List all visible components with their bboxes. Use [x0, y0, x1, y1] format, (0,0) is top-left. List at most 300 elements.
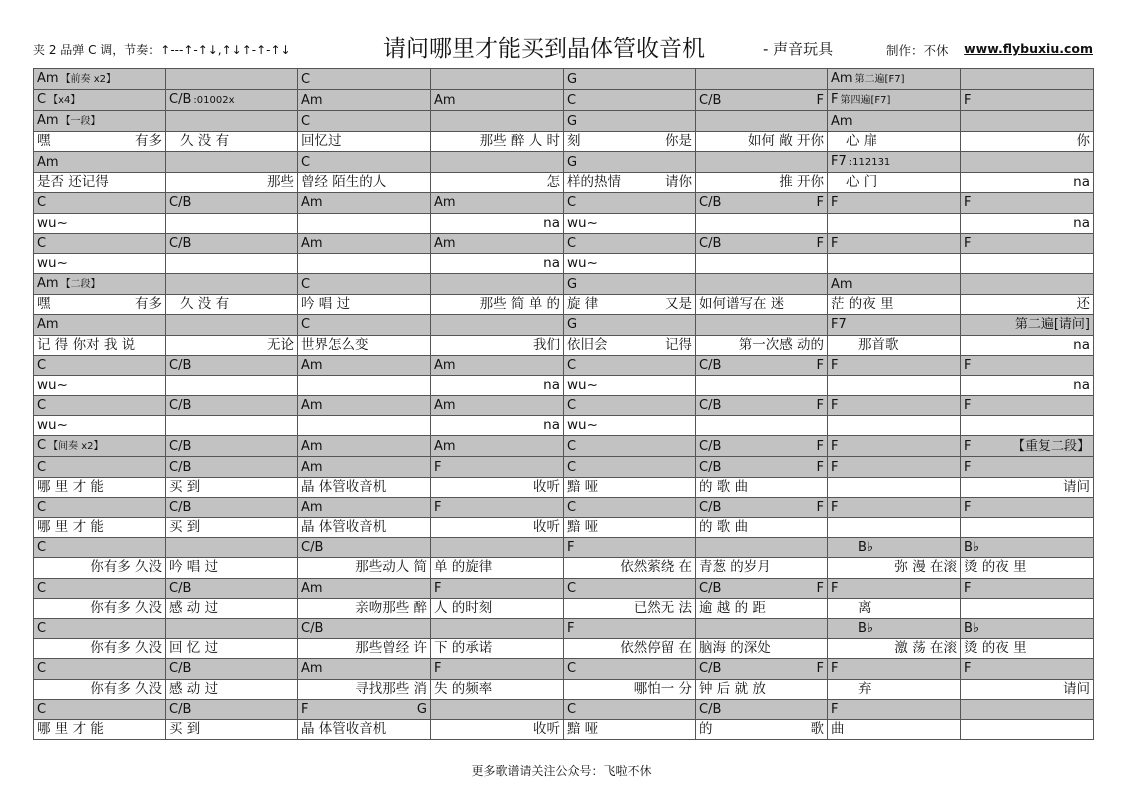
lyric-text: na — [1073, 214, 1090, 231]
lyric-cell — [828, 375, 961, 395]
lyric-text: 你有多 久没 — [90, 640, 162, 657]
chord-cell — [564, 355, 696, 375]
lyric-text: 离 — [858, 599, 872, 616]
lyric-cell — [564, 375, 696, 395]
lyric-cell — [166, 719, 298, 739]
chord-symbol: C/B — [699, 195, 722, 211]
lyric-cell — [696, 598, 828, 618]
lyric-cell — [166, 132, 298, 152]
chord-cell — [34, 69, 166, 90]
chord-cell — [564, 193, 696, 213]
chord-symbol: F — [434, 580, 442, 596]
lyric-text: 依旧会 — [567, 336, 608, 353]
chord-symbol: F — [964, 195, 972, 211]
lyric-text: 黯 哑 — [567, 478, 599, 495]
lyric-text: wu~ — [567, 255, 598, 272]
lyric-text: 还 — [1076, 296, 1090, 313]
chord-row — [34, 152, 1094, 173]
lyric-cell — [298, 679, 431, 699]
lyric-text: 那些曾经 许 — [355, 640, 427, 657]
lyric-text: 已然无 法 — [633, 599, 692, 616]
chord-cell — [696, 274, 828, 295]
chord-row — [34, 233, 1094, 253]
chord-cell — [961, 618, 1094, 638]
cell-right-text: 【重复二段】 — [1011, 438, 1090, 454]
lyric-text: wu~ — [37, 214, 68, 231]
chord-cell — [828, 152, 961, 173]
chord-symbol: C/B — [169, 459, 192, 475]
lyric-cell — [564, 518, 696, 538]
chord-cell — [298, 436, 431, 457]
lyric-text: 寻找那些 消 — [355, 680, 427, 697]
lyric-text: 你有多 久没 — [90, 599, 162, 616]
lyric-cell — [961, 375, 1094, 395]
lyric-cell — [166, 518, 298, 538]
chord-symbol: Am — [301, 580, 323, 596]
chord-cell — [564, 90, 696, 111]
lyric-cell — [828, 253, 961, 273]
chord-symbol: C — [37, 438, 47, 454]
chord-symbol: G — [567, 317, 578, 333]
chord-cell — [828, 274, 961, 295]
lyric-cell — [298, 639, 431, 659]
lyric-cell — [34, 679, 166, 699]
chord-cell — [828, 233, 961, 253]
chord-cell — [564, 396, 696, 416]
chord-cell — [431, 69, 564, 90]
lyric-cell — [34, 558, 166, 578]
chord-cell — [34, 233, 166, 253]
chord-symbol: C — [567, 398, 577, 414]
lyric-text: wu~ — [567, 214, 598, 231]
chord-cell — [696, 152, 828, 173]
lyric-text: 记 得 你对 我 说 — [37, 336, 136, 353]
lyric-cell — [696, 639, 828, 659]
lyric-cell — [961, 558, 1094, 578]
lyric-text: 无论 — [267, 336, 294, 353]
chord-cell — [298, 457, 431, 477]
chord-symbol: C/B — [699, 398, 722, 414]
chord-symbol: Am — [301, 195, 323, 211]
chord-symbol: F — [831, 580, 839, 596]
chord-symbol: F — [831, 398, 839, 414]
chord-symbol: F — [964, 438, 972, 454]
chord-symbol: C — [37, 235, 47, 251]
lyric-cell — [431, 477, 564, 497]
lyric-cell — [431, 295, 564, 315]
chord-cell — [696, 618, 828, 638]
chord-symbol: B♭ — [964, 540, 980, 556]
chord-symbol: C/B — [699, 701, 722, 717]
chord-cell — [961, 315, 1094, 335]
chord-cell — [961, 436, 1094, 457]
lyric-text: 黯 哑 — [567, 519, 599, 536]
chord-cell — [696, 396, 828, 416]
chord-row — [34, 618, 1094, 638]
chord-symbol: C — [567, 438, 577, 454]
lyric-cell — [431, 598, 564, 618]
chord-note: 【间奏 x2】 — [48, 441, 104, 453]
chord-cell — [34, 538, 166, 558]
chord-symbol: C — [37, 621, 47, 637]
website-link[interactable]: www.flybuxiu.com — [964, 41, 1093, 56]
chord-symbol: C — [37, 398, 47, 414]
lyric-text: 弃 — [858, 680, 872, 697]
chord-symbol: F — [831, 235, 839, 251]
chord-row — [34, 436, 1094, 457]
chord-cell — [166, 538, 298, 558]
chord-symbol: F — [831, 661, 839, 677]
cell-right-text: 有多 — [135, 296, 162, 313]
chord-symbol: C — [567, 499, 577, 515]
chord-symbol: C — [37, 357, 47, 373]
lyric-cell — [828, 639, 961, 659]
lyric-text: 依然停留 在 — [620, 640, 692, 657]
lyric-cell — [431, 132, 564, 152]
lyric-row — [34, 132, 1094, 152]
chord-cell — [564, 274, 696, 295]
cell-right-text: F — [816, 661, 824, 677]
chord-cell — [961, 699, 1094, 719]
chord-note: 【前奏 x2】 — [60, 74, 117, 85]
chord-symbol: G — [567, 113, 578, 129]
lyric-cell — [298, 213, 431, 233]
chord-symbol: C/B — [169, 661, 192, 677]
chord-cell — [34, 355, 166, 375]
lyric-text: 心 扉 — [846, 133, 878, 150]
chord-symbol: Am — [434, 235, 456, 251]
lyric-row — [34, 253, 1094, 273]
lyric-text: 那些动人 简 — [355, 559, 427, 576]
chord-cell — [166, 355, 298, 375]
chord-cell — [431, 538, 564, 558]
lyric-text: 逾 越 的 距 — [699, 599, 766, 616]
lyric-cell — [564, 173, 696, 193]
chord-cell — [696, 538, 828, 558]
chord-symbol: Am — [434, 438, 456, 454]
lyric-text: 人 的时刻 — [434, 599, 493, 616]
chord-symbol: Am — [37, 317, 59, 333]
chord-symbol: Am — [434, 357, 456, 373]
chord-note: 第二遍[F7] — [854, 74, 905, 85]
lyric-text: wu~ — [567, 376, 598, 393]
chord-symbol: Am — [301, 438, 323, 454]
chord-cell — [828, 90, 961, 111]
lyric-text: 买 到 — [169, 478, 201, 495]
lyric-row — [34, 679, 1094, 699]
chord-cell — [34, 618, 166, 638]
chord-cell — [298, 538, 431, 558]
chord-note: 【一段】 — [60, 116, 101, 127]
lyric-cell — [166, 213, 298, 233]
chord-cell — [298, 396, 431, 416]
chord-symbol: C — [567, 195, 577, 211]
lyric-text: na — [1073, 174, 1090, 191]
chord-symbol: C/B — [169, 398, 192, 414]
lyric-cell — [34, 477, 166, 497]
chord-symbol: Am — [37, 113, 59, 128]
cell-right-text: 你是 — [665, 133, 692, 150]
lyric-text: 脑海 的深处 — [699, 640, 771, 657]
lyric-text: 哪 里 才 能 — [37, 720, 104, 737]
lyric-cell — [961, 518, 1094, 538]
lyric-text: 哪怕一 分 — [633, 680, 692, 697]
chord-symbol: C — [37, 499, 47, 515]
lyric-cell — [166, 295, 298, 315]
lyric-text: 你有多 久没 — [90, 559, 162, 576]
chord-symbol: F — [964, 580, 972, 596]
chord-row — [34, 396, 1094, 416]
lyric-cell — [298, 518, 431, 538]
chord-cell — [298, 618, 431, 638]
chord-cell — [166, 396, 298, 416]
chord-row — [34, 355, 1094, 375]
lyric-text: 单 的旋律 — [434, 559, 493, 576]
lyric-cell — [166, 477, 298, 497]
chord-symbol: F7 — [831, 154, 847, 170]
chord-cell — [298, 578, 431, 598]
lyric-text: 嘿 — [37, 133, 51, 150]
lyric-cell — [34, 598, 166, 618]
lyric-row — [34, 416, 1094, 436]
lyric-cell — [166, 598, 298, 618]
lyric-cell — [431, 719, 564, 739]
chord-symbol: G — [567, 71, 578, 87]
chord-cell — [828, 396, 961, 416]
lyric-cell — [564, 335, 696, 355]
chord-cell — [564, 69, 696, 90]
lyric-cell — [564, 295, 696, 315]
chord-cell — [34, 315, 166, 335]
chord-symbol: F — [964, 92, 972, 108]
chord-cell — [961, 355, 1094, 375]
chord-cell — [431, 355, 564, 375]
cell-right-text: G — [416, 701, 427, 717]
chord-symbol: F — [831, 701, 839, 717]
lyric-text: wu~ — [37, 417, 68, 434]
chord-cell — [564, 152, 696, 173]
song-title: 请问哪里才能买到晶体管收音机 — [383, 36, 705, 62]
chord-cell — [34, 152, 166, 173]
lyric-text: 青葱 的岁月 — [699, 559, 771, 576]
lyric-cell — [961, 416, 1094, 436]
lyric-row — [34, 375, 1094, 395]
chord-symbol: Am — [301, 235, 323, 251]
lyric-text: 感 动 过 — [169, 680, 219, 697]
lyric-cell — [431, 639, 564, 659]
lyric-cell — [431, 416, 564, 436]
lyric-cell — [961, 679, 1094, 699]
lyric-cell — [696, 253, 828, 273]
lyric-cell — [828, 598, 961, 618]
chord-note: 第四遍[F7] — [840, 95, 891, 106]
chord-cell — [828, 659, 961, 679]
lyric-cell — [696, 518, 828, 538]
chord-cell — [961, 497, 1094, 517]
chord-cell — [696, 659, 828, 679]
chord-cell — [696, 233, 828, 253]
chord-symbol: F — [301, 701, 309, 717]
chord-cell — [298, 699, 431, 719]
chord-cell — [298, 497, 431, 517]
lyric-cell — [34, 375, 166, 395]
chord-symbol: C/B — [169, 701, 192, 717]
lyric-row — [34, 598, 1094, 618]
lyric-cell — [828, 213, 961, 233]
cell-right-text: 有多 — [135, 133, 162, 150]
lyric-row — [34, 173, 1094, 193]
chord-symbol: C/B — [169, 357, 192, 373]
chord-cell — [961, 659, 1094, 679]
chord-cell — [696, 315, 828, 335]
lyric-cell — [564, 416, 696, 436]
chord-cell — [696, 111, 828, 132]
lyric-text: 样的热情 — [567, 174, 621, 191]
lyric-cell — [34, 639, 166, 659]
chord-cell — [431, 152, 564, 173]
cell-right-text: F — [816, 398, 824, 414]
lyric-cell — [34, 132, 166, 152]
lyric-cell — [961, 173, 1094, 193]
lyric-cell — [166, 253, 298, 273]
chord-symbol: F — [831, 357, 839, 373]
lyric-text: 请问 — [1063, 680, 1090, 697]
lyric-cell — [696, 295, 828, 315]
lyric-text: 那些 简 单 的 — [479, 296, 560, 313]
chord-note: :01002x — [193, 95, 235, 106]
lyric-text: 亲吻那些 醉 — [355, 599, 427, 616]
chord-note: 【二段】 — [60, 279, 101, 291]
chord-cell — [166, 233, 298, 253]
chord-row — [34, 274, 1094, 295]
lyric-cell — [828, 335, 961, 355]
cell-right-text: 请你 — [665, 174, 692, 191]
chord-cell — [564, 699, 696, 719]
lyric-text: wu~ — [567, 417, 598, 434]
lyric-text: 那首歌 — [858, 336, 899, 353]
lyric-text: 吟 唱 过 — [301, 296, 351, 313]
lyric-row — [34, 213, 1094, 233]
chord-cell — [828, 618, 961, 638]
chord-symbol: Am — [301, 398, 323, 414]
chord-cell — [431, 90, 564, 111]
chord-cell — [696, 193, 828, 213]
cell-right-text: F — [816, 92, 824, 108]
chord-cell — [828, 699, 961, 719]
lyric-cell — [166, 558, 298, 578]
chord-symbol: F — [567, 540, 575, 556]
chord-cell — [166, 497, 298, 517]
chord-cell — [828, 497, 961, 517]
lyric-row — [34, 639, 1094, 659]
cell-right-text: 歌 — [810, 720, 824, 737]
chord-symbol: Am — [831, 276, 853, 292]
lyric-row — [34, 477, 1094, 497]
lyric-text: 收听 — [533, 720, 560, 737]
chord-cell — [431, 396, 564, 416]
chord-cell — [298, 111, 431, 132]
chord-symbol: C — [37, 195, 47, 211]
lyric-cell — [564, 558, 696, 578]
chord-cell — [34, 699, 166, 719]
lyric-cell — [696, 335, 828, 355]
chord-symbol: F — [964, 357, 972, 373]
lyric-cell — [564, 679, 696, 699]
chord-symbol: Am — [37, 71, 59, 86]
chord-lyric-sheet — [33, 68, 1094, 740]
chord-symbol: F — [434, 661, 442, 677]
lyric-text: na — [1073, 336, 1090, 353]
lyric-cell — [696, 173, 828, 193]
lyric-text: 第一次感 动的 — [738, 336, 824, 353]
lyric-text: na — [543, 255, 560, 272]
chord-cell — [828, 315, 961, 335]
chord-symbol: F — [831, 499, 839, 515]
chord-cell — [564, 436, 696, 457]
chord-cell — [696, 69, 828, 90]
lyric-text: 请问 — [1063, 478, 1090, 495]
chord-symbol: Am — [37, 154, 59, 170]
lyric-cell — [828, 416, 961, 436]
chord-cell — [166, 111, 298, 132]
lyric-cell — [961, 598, 1094, 618]
lyric-cell — [34, 173, 166, 193]
lyric-cell — [961, 477, 1094, 497]
chord-cell — [431, 699, 564, 719]
chord-cell — [431, 233, 564, 253]
lyric-cell — [298, 719, 431, 739]
chord-cell — [828, 193, 961, 213]
chord-cell — [298, 90, 431, 111]
chord-cell — [166, 618, 298, 638]
chord-cell — [828, 111, 961, 132]
chord-cell — [564, 538, 696, 558]
lyric-cell — [828, 679, 961, 699]
chord-symbol: F — [831, 195, 839, 211]
chord-symbol: C — [567, 661, 577, 677]
lyric-cell — [298, 598, 431, 618]
chord-symbol: C — [37, 701, 47, 717]
chord-cell — [166, 152, 298, 173]
chord-cell — [564, 578, 696, 598]
lyric-text: 刻 — [567, 133, 581, 150]
lyric-row — [34, 518, 1094, 538]
chord-cell — [431, 497, 564, 517]
lyric-text: 晶 体管收音机 — [301, 478, 387, 495]
chord-cell — [961, 457, 1094, 477]
chord-symbol: C/B — [699, 92, 722, 108]
lyric-text: 茫 的夜 里 — [831, 296, 894, 313]
chord-cell — [166, 578, 298, 598]
lyric-cell — [298, 253, 431, 273]
lyric-cell — [961, 295, 1094, 315]
lyric-text: 久 没 有 — [180, 133, 230, 150]
chord-cell — [34, 274, 166, 295]
lyric-cell — [298, 375, 431, 395]
lyric-text: 旋 律 — [567, 296, 599, 313]
chord-cell — [166, 90, 298, 111]
chord-symbol: C/B — [699, 438, 722, 454]
chord-row — [34, 315, 1094, 335]
chord-symbol: F — [434, 459, 442, 475]
lyric-cell — [34, 213, 166, 233]
cell-right-text: F — [816, 580, 824, 596]
chord-cell — [961, 578, 1094, 598]
chord-cell — [961, 538, 1094, 558]
chord-symbol: C — [567, 235, 577, 251]
lyric-cell — [961, 253, 1094, 273]
chord-symbol: F — [567, 621, 575, 637]
